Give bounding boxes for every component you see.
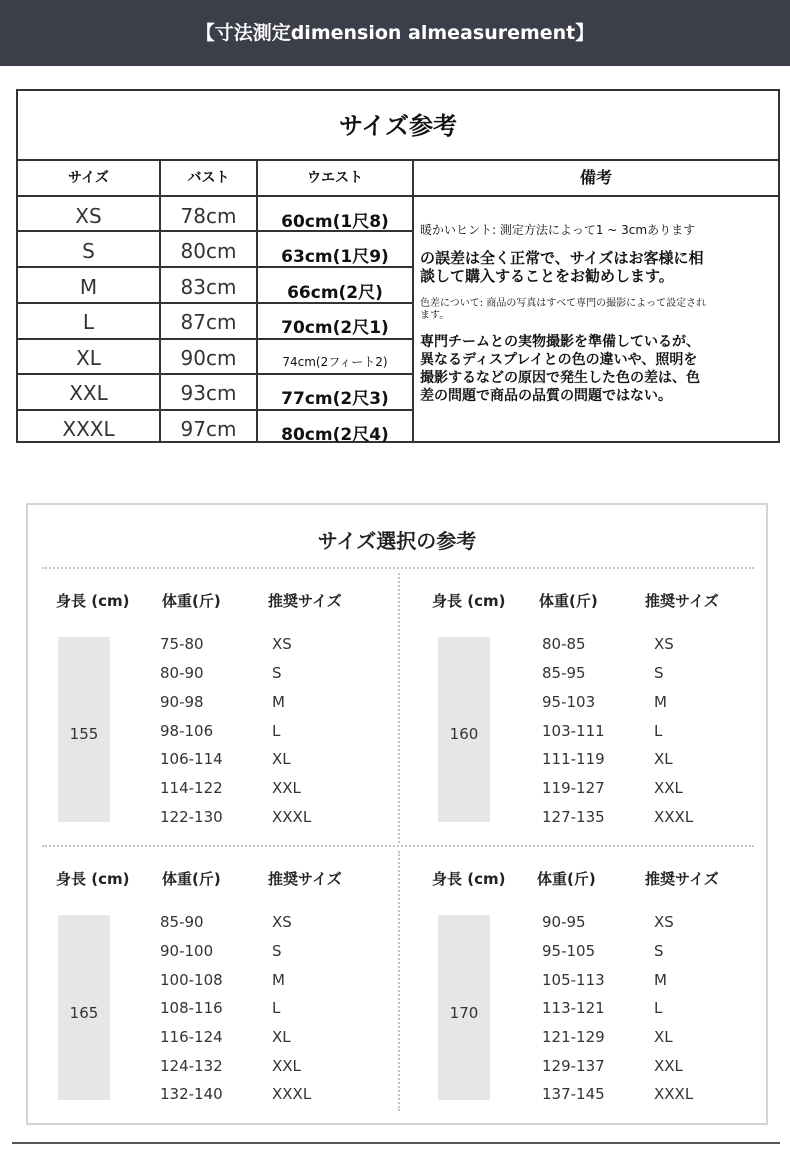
remark-color-line2: ます。: [420, 310, 450, 321]
remark-hint: 暖かいヒント: 測定方法によって1 ~ 3cmあります: [420, 223, 696, 237]
weight-range: 85-90: [160, 913, 204, 931]
size-value: XS: [654, 635, 674, 653]
height-value: 155: [69, 725, 99, 743]
weight-header: 体重(斤): [162, 870, 221, 888]
size-value: M: [272, 693, 285, 711]
size-value: XXL: [272, 1057, 301, 1075]
size-value: XXL: [272, 779, 301, 797]
size-value: M: [272, 971, 285, 989]
weight-range: 98-106: [160, 722, 214, 740]
size-value: XXL: [654, 1057, 683, 1075]
waist-cell: 77cm(2尺3): [281, 389, 389, 409]
weight-range: 90-95: [542, 913, 586, 931]
size-value: L: [654, 722, 663, 740]
bust-cell: 80cm: [180, 239, 237, 263]
size-value: XL: [272, 750, 291, 768]
size-header: 推奨サイズ: [268, 592, 342, 610]
remark-color-line1: 色差について: 商品の写真はすべて専門の撮影によって設定され: [420, 298, 707, 309]
bust-cell: 97cm: [180, 417, 237, 441]
weight-range: 137-145: [542, 1085, 605, 1103]
size-value: XXXL: [272, 1085, 312, 1103]
size-value: L: [272, 722, 281, 740]
size-value: L: [272, 999, 281, 1017]
remark-team-line3: 撮影するなどの原因で発生した色の差は、色: [420, 370, 700, 386]
size-header: 推奨サイズ: [645, 870, 719, 888]
size-cell: XL: [76, 346, 101, 370]
size-cell: M: [79, 275, 98, 299]
title-banner: [0, 0, 790, 66]
banner-title: 【寸法測定dimension almeasurement】: [195, 22, 595, 44]
size-value: M: [654, 693, 667, 711]
weight-range: 116-124: [160, 1028, 223, 1046]
bust-cell: 87cm: [180, 310, 237, 334]
size-value: XS: [272, 913, 292, 931]
size-value: XS: [272, 635, 292, 653]
size-value: L: [654, 999, 663, 1017]
bust-cell: 83cm: [180, 275, 237, 299]
size-value: XS: [654, 913, 674, 931]
table-title: サイズ参考: [338, 112, 458, 140]
size-cell: S: [82, 239, 95, 263]
weight-range: 108-116: [160, 999, 223, 1017]
header-remarks: 備考: [579, 168, 612, 187]
size-value: XXXL: [272, 808, 312, 826]
weight-range: 114-122: [160, 779, 223, 797]
header-bust: バスト: [187, 170, 230, 186]
remark-team-line4: 差の問題で商品の品質の問題ではない。: [420, 388, 672, 404]
bust-cell: 93cm: [180, 381, 237, 405]
remark-team-line1: 専門チームとの実物撮影を準備しているが、: [420, 334, 700, 350]
remark-team-line2: 異なるディスプレイとの色の違いや、照明を: [420, 352, 698, 368]
size-value: M: [654, 971, 667, 989]
weight-range: 100-108: [160, 971, 223, 989]
weight-range: 95-103: [542, 693, 596, 711]
weight-range: 106-114: [160, 750, 223, 768]
size-cell: L: [82, 310, 95, 334]
remark-error-line1: の誤差は全く正常で、サイズはお客様に相: [420, 249, 704, 267]
weight-range: 129-137: [542, 1057, 605, 1075]
remark-error-line2: 談して購入することをお勧めします。: [420, 267, 674, 285]
weight-range: 119-127: [542, 779, 605, 797]
bust-cell: 78cm: [180, 204, 237, 228]
panel-title: サイズ選択の参考: [317, 529, 477, 553]
height-value: 170: [449, 1004, 479, 1022]
size-value: S: [654, 664, 664, 682]
size-header: 推奨サイズ: [268, 870, 342, 888]
size-value: XXXL: [654, 808, 694, 826]
weight-header: 体重(斤): [539, 592, 598, 610]
weight-range: 111-119: [542, 750, 605, 768]
height-header: 身長 (cm): [56, 870, 130, 888]
weight-range: 103-111: [542, 722, 605, 740]
weight-range: 85-95: [542, 664, 586, 682]
weight-range: 90-100: [160, 942, 214, 960]
weight-range: 122-130: [160, 808, 223, 826]
weight-range: 127-135: [542, 808, 605, 826]
waist-cell: 70cm(2尺1): [281, 318, 389, 338]
header-waist: ウエスト: [307, 170, 363, 186]
size-value: XL: [272, 1028, 291, 1046]
waist-cell: 74cm(2フィート2): [282, 355, 388, 369]
height-header: 身長 (cm): [432, 592, 506, 610]
size-selection-panel: [26, 503, 768, 1125]
weight-range: 121-129: [542, 1028, 605, 1046]
weight-range: 132-140: [160, 1085, 223, 1103]
size-value: S: [654, 942, 664, 960]
size-value: S: [272, 664, 282, 682]
bust-cell: 90cm: [180, 346, 237, 370]
bottom-divider: [12, 1142, 780, 1144]
weight-range: 90-98: [160, 693, 204, 711]
waist-cell: 60cm(1尺8): [281, 212, 389, 232]
waist-cell: 66cm(2尺): [287, 283, 383, 303]
size-cell: XXXL: [62, 417, 115, 441]
weight-range: 124-132: [160, 1057, 223, 1075]
waist-cell: 63cm(1尺9): [281, 247, 389, 267]
weight-header: 体重(斤): [162, 592, 221, 610]
height-value: 160: [449, 725, 479, 743]
size-reference-table: [16, 89, 780, 443]
header-size: サイズ: [68, 170, 109, 186]
size-value: XXXL: [654, 1085, 694, 1103]
height-header: 身長 (cm): [432, 870, 506, 888]
height-header: 身長 (cm): [56, 592, 130, 610]
size-value: XXL: [654, 779, 683, 797]
size-cell: XXL: [69, 381, 108, 405]
waist-cell: 80cm(2尺4): [281, 425, 389, 445]
height-value: 165: [69, 1004, 99, 1022]
weight-range: 113-121: [542, 999, 605, 1017]
size-value: S: [272, 942, 282, 960]
size-cell: XS: [75, 204, 102, 228]
weight-range: 95-105: [542, 942, 596, 960]
weight-range: 75-80: [160, 635, 204, 653]
size-value: XL: [654, 1028, 673, 1046]
weight-range: 105-113: [542, 971, 605, 989]
weight-range: 80-90: [160, 664, 204, 682]
weight-header: 体重(斤): [537, 870, 596, 888]
size-header: 推奨サイズ: [645, 592, 719, 610]
size-value: XL: [654, 750, 673, 768]
weight-range: 80-85: [542, 635, 586, 653]
